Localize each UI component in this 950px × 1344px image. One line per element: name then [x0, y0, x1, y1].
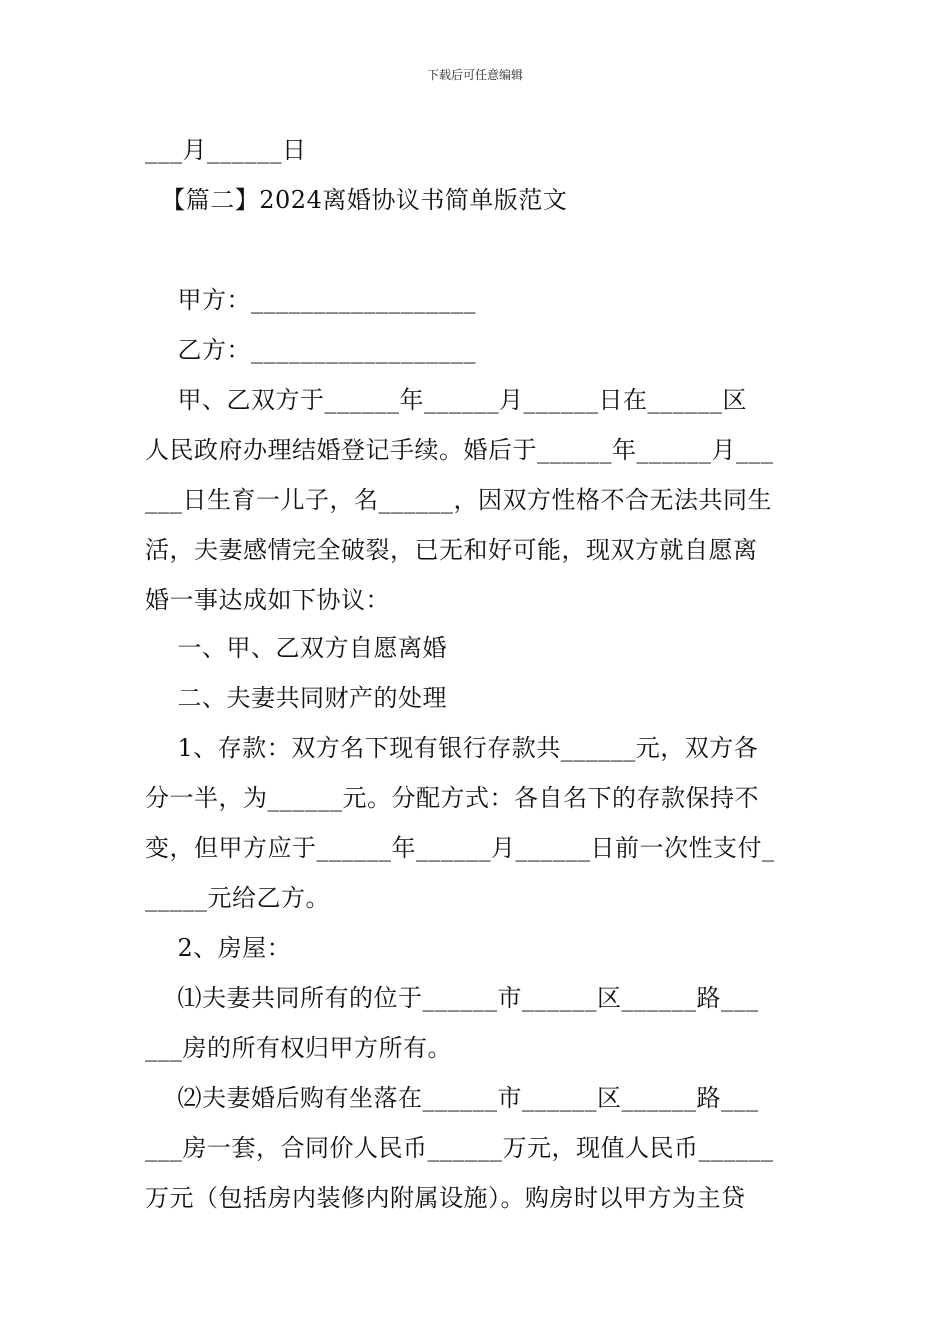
text-line: ___房的所有权归甲方所有。 [145, 1034, 452, 1062]
text-line: 1、存款：双方名下现有银行存款共______元，双方各 [145, 734, 759, 762]
text-line: 人民政府办理结婚登记手续。婚后于______年______月___ [145, 436, 774, 464]
text-line: 甲、乙双方于______年______月______日在______区 [145, 386, 748, 414]
party-b-line: 乙方：__________________ [145, 336, 477, 364]
text-line: 万元（包括房内装修内附属设施）。购房时以甲方为主贷 [145, 1184, 746, 1212]
text-line: _____元给乙方。 [145, 884, 330, 912]
text-line: ___日生育一儿子，名______，因双方性格不合无法共同生 [145, 486, 772, 514]
clause-heading: 二、夫妻共同财产的处理 [145, 684, 448, 712]
text-line: ___月______日 [145, 136, 307, 164]
party-a-line: 甲方：__________________ [145, 286, 477, 314]
text-line: 变，但甲方应于______年______月______日前一次性支付_ [145, 834, 775, 862]
text-line: 婚一事达成如下协议： [145, 586, 390, 614]
clause-heading: 一、甲、乙双方自愿离婚 [145, 634, 448, 662]
text-line: ⑵夫妻婚后购有坐落在______市______区______路___ [145, 1084, 759, 1112]
text-line: 活，夫妻感情完全破裂，已无和好可能，现双方就自愿离 [145, 536, 758, 564]
text-line: ⑴夫妻共同所有的位于______市______区______路___ [145, 984, 759, 1012]
section-title: 【篇二】2024离婚协议书简单版范文 [145, 186, 568, 214]
clause-heading: 2、房屋： [145, 934, 292, 962]
text-line: 分一半，为______元。分配方式：各自名下的存款保持不 [145, 784, 759, 812]
text-line: ___房一套，合同价人民币______万元，现值人民币______ [145, 1134, 774, 1162]
page-header: 下载后可任意编辑 [426, 68, 523, 82]
